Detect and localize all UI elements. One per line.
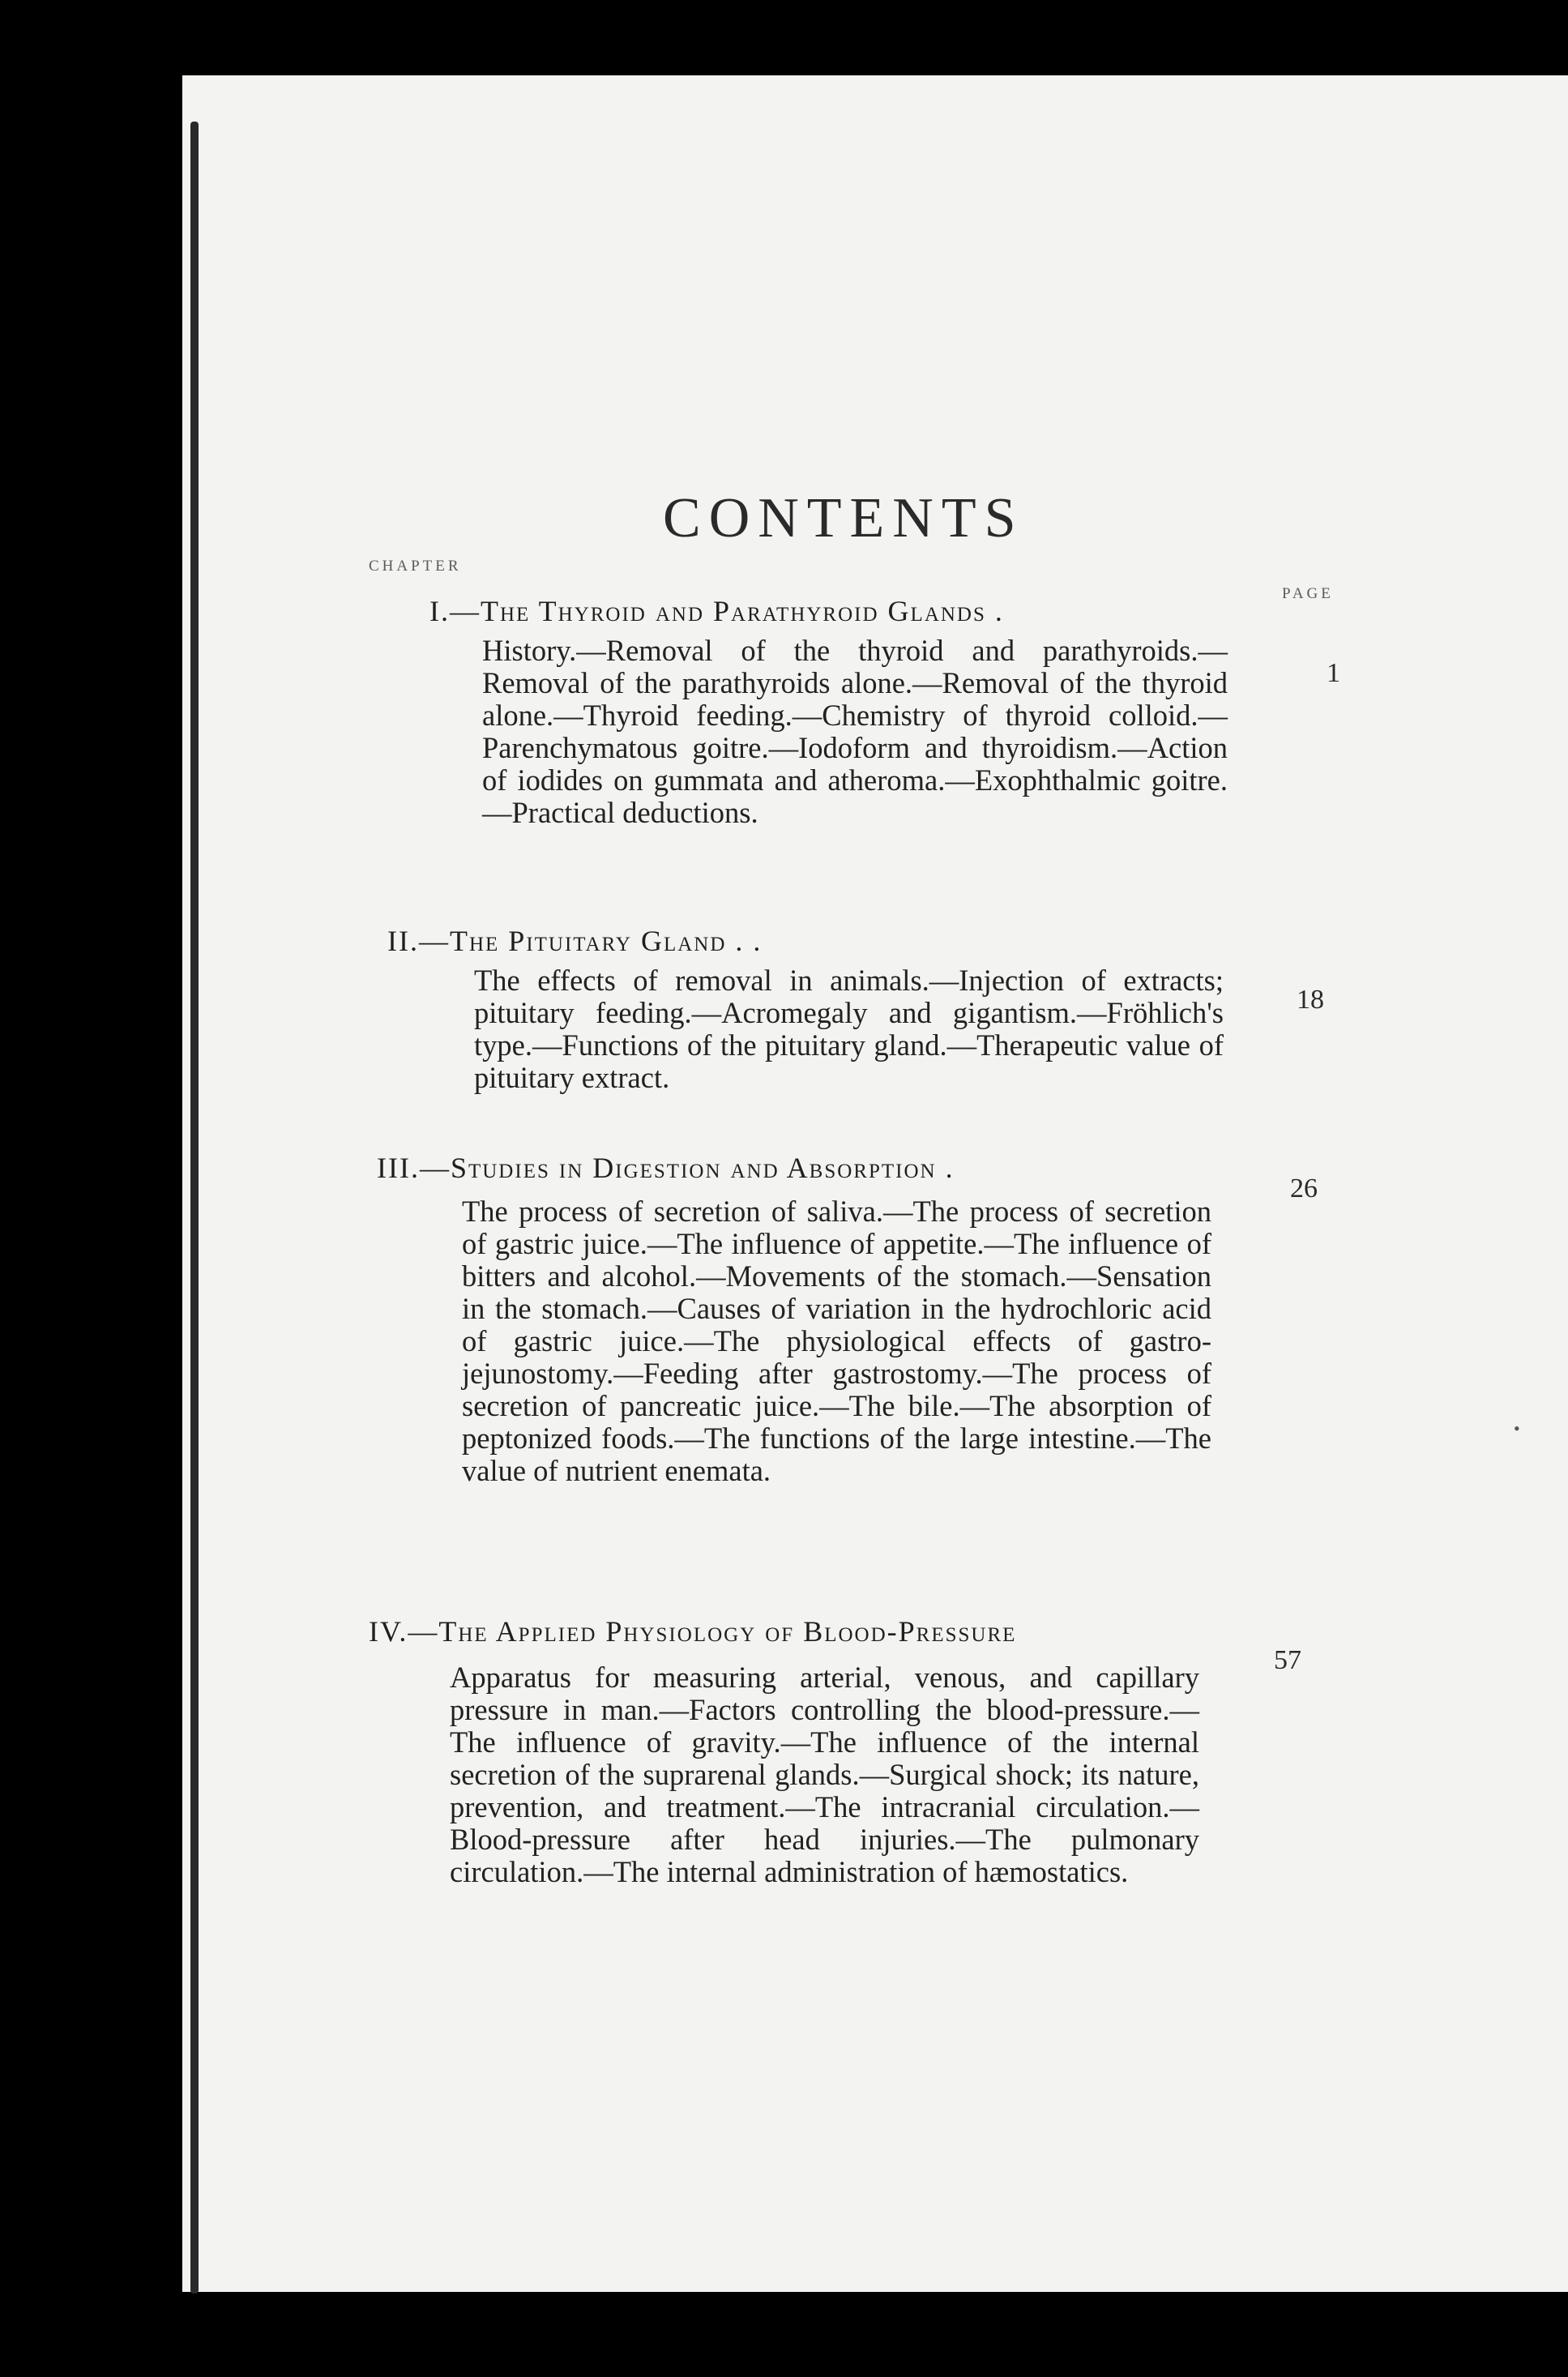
chapter-title: I.—The Thyroid and Parathyroid Glands . (429, 595, 1004, 627)
page-column-label: PAGE (1282, 585, 1334, 602)
chapter-description: The effects of removal in animals.—Injection of extracts; pituitary feeding.—Acromegaly and gigantism.—Fröhlich's type.—Functions of the pituitary gland.—Therapeutic value of pituitary extract. (474, 964, 1224, 1094)
contents-heading: CONTENTS (663, 487, 1024, 549)
chapter-description: History.—Removal of the thyroid and parathyroids.—Removal of the parathyroids alone.—Removal of the thyroid alone.—Thyroid feeding.—Chemistry of thyroid colloid.—Parenchymatous goitre.—Iodoform and thyroidism.—Action of iodides on gummata and atheroma.—Exophthalmic goitre.—Practical deductions. (482, 634, 1228, 829)
chapter-column-label: CHAPTER (369, 558, 462, 575)
chapter-page-number: 1 (1327, 658, 1340, 688)
chapter-title: III.—Studies in Digestion and Absorption . (377, 1152, 955, 1184)
page-gutter-edge (190, 122, 199, 2294)
chapter-description: The process of secretion of saliva.—The process of secretion of gastric juice.—The influence of appetite.—The influence of bitters and alcohol.—Movements of the stomach.—Sensation in the stomach.—Causes of variation in the hydrochloric acid of gastric juice.—The physiological effects of gastro-jejunostomy.—Feeding after gastrostomy.—The process of secretion of pancreatic juice.—The bile.—The absorption of peptonized foods.—The functions of the large intestine.—The value of nutrient enemata. (462, 1195, 1211, 1487)
chapter-page-number: 18 (1297, 985, 1324, 1015)
edge-speck-mark: • (1514, 1418, 1520, 1439)
chapter-page-number: 26 (1290, 1174, 1318, 1203)
chapter-title: II.—The Pituitary Gland . . (387, 925, 763, 957)
chapter-description: Apparatus for measuring arterial, venous, and capillary pressure in man.—Factors controlling the blood-pressure.—The influence of gravity.—The influence of the internal secretion of the suprarenal glands.—Surgical shock; its nature, prevention, and treatment.—The intracranial circulation.—Blood-pressure after head injuries.—The pulmonary circulation.—The internal administration of hæmostatics. (450, 1661, 1199, 1888)
chapter-title: IV.—The Applied Physiology of Blood-Pressure (369, 1615, 1017, 1648)
chapter-page-number: 57 (1274, 1645, 1301, 1675)
